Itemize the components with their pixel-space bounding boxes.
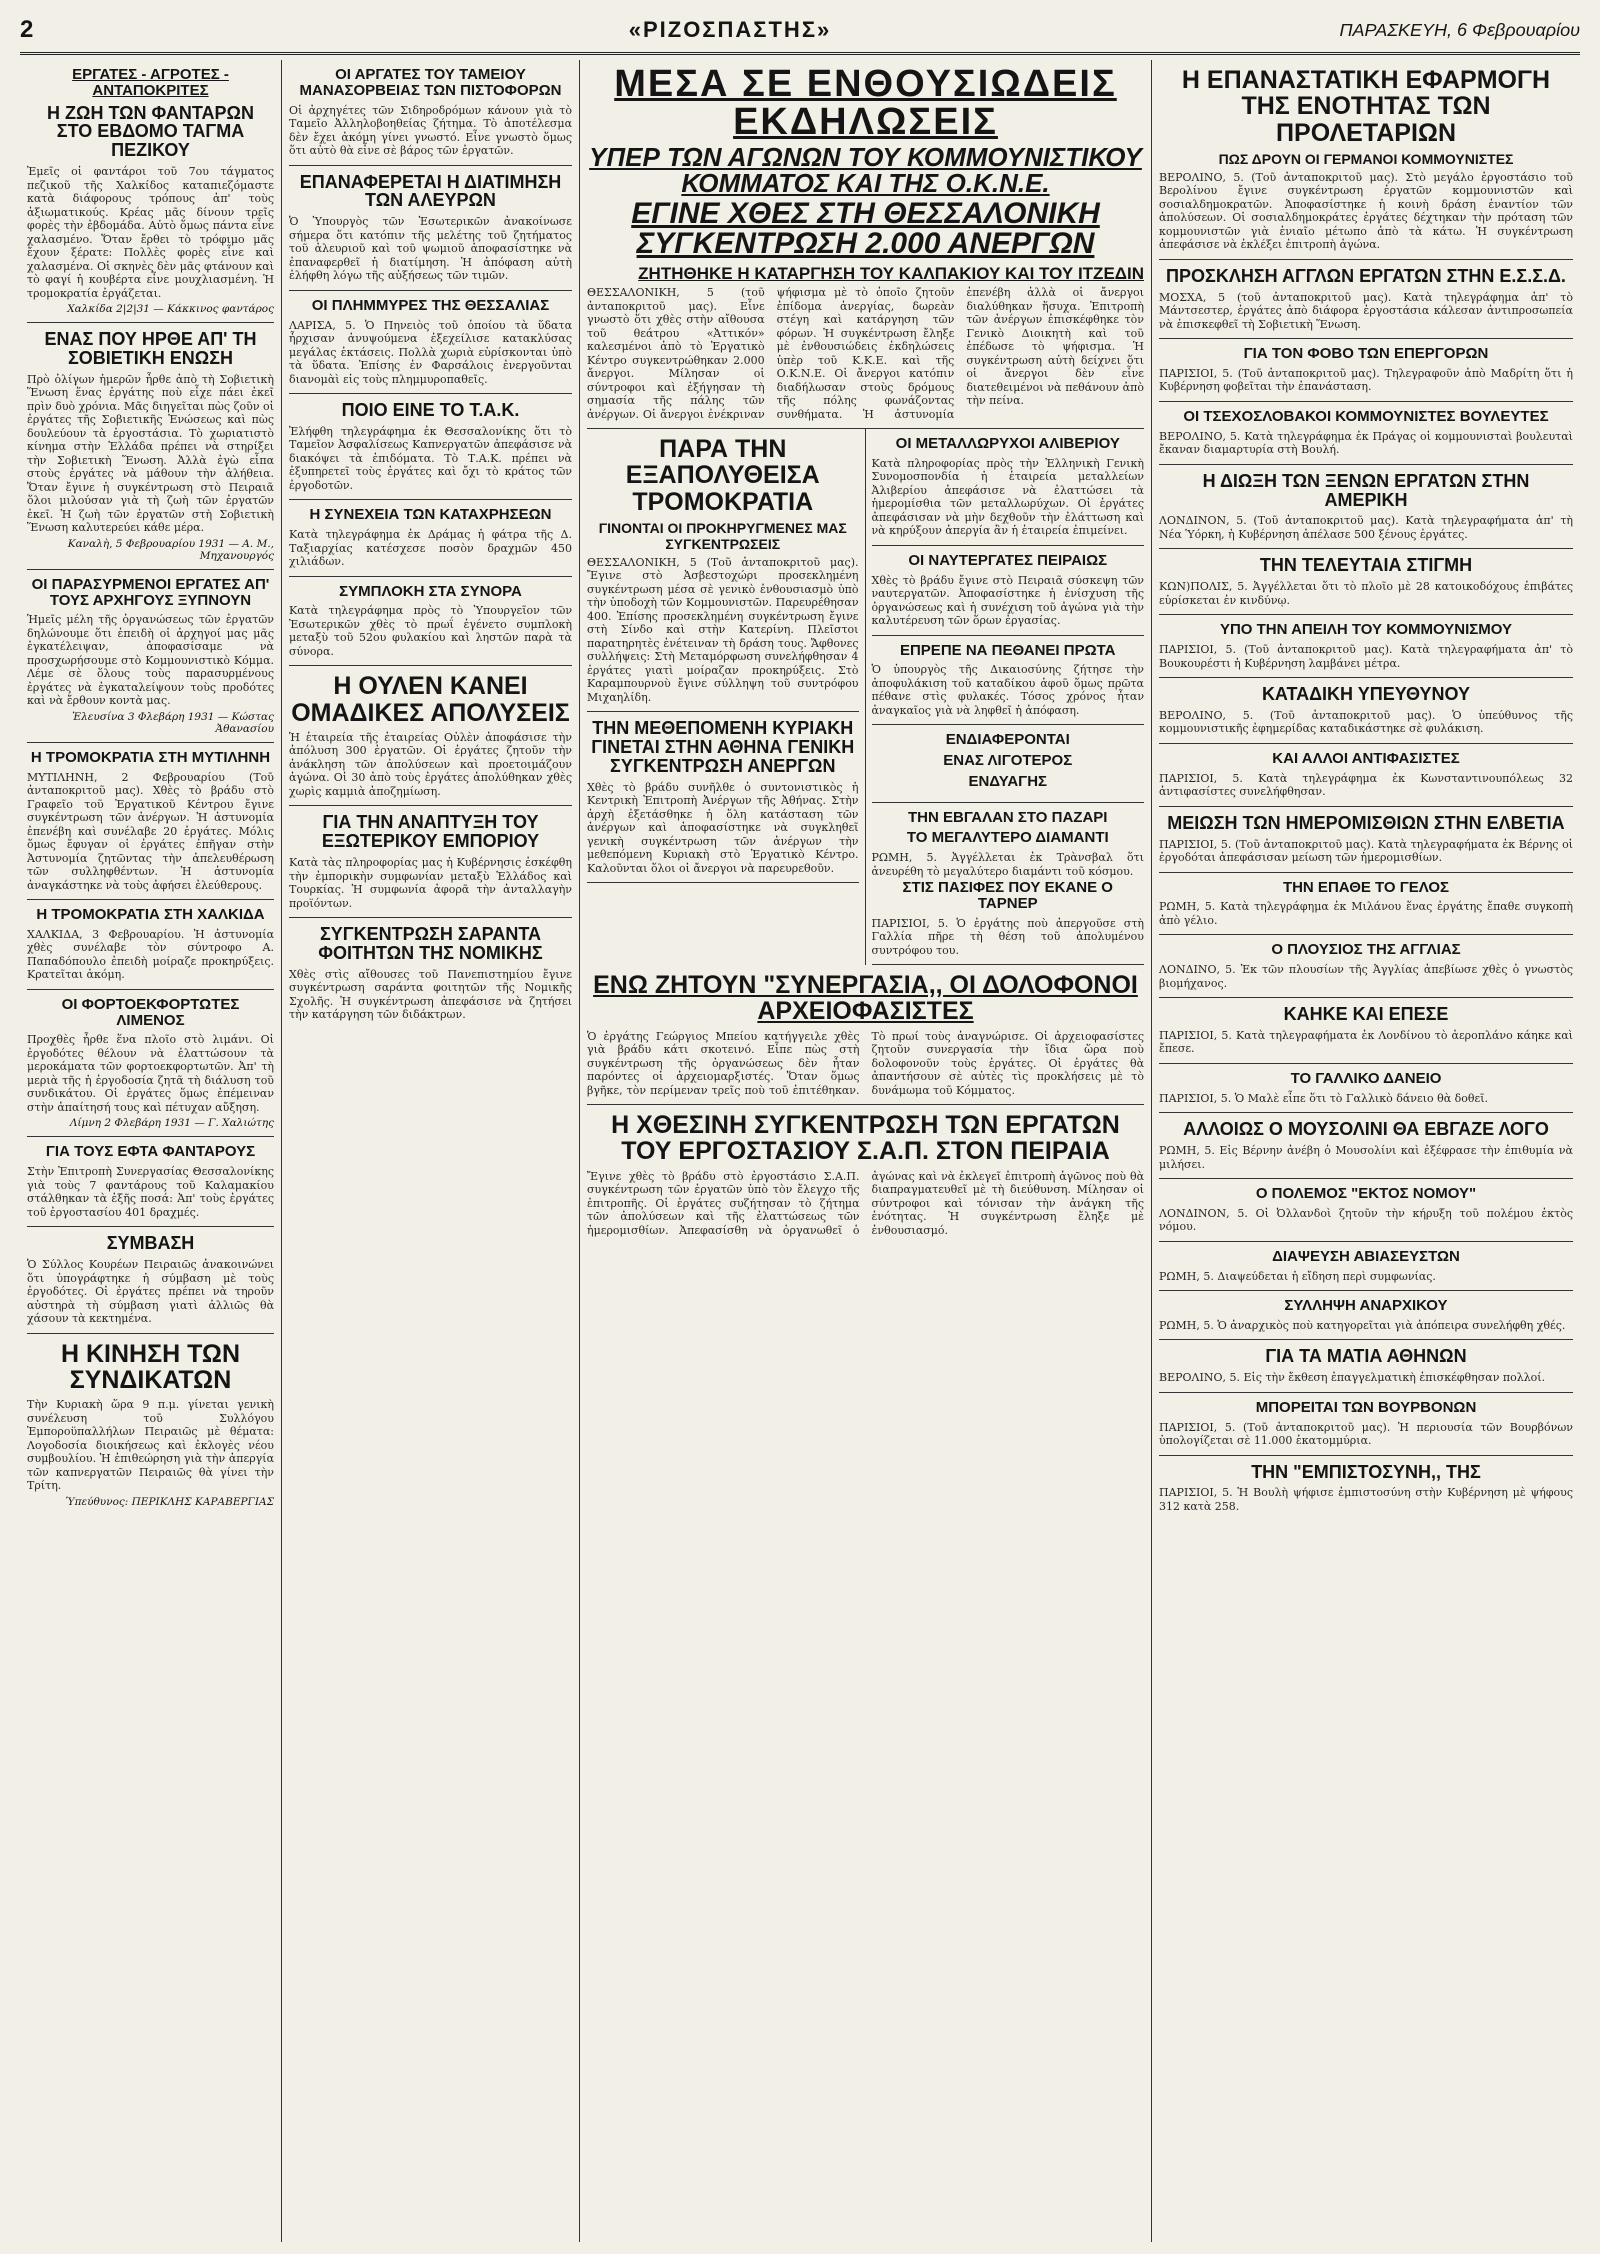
article-body: Στὴν Ἐπιτροπὴ Συνεργασίας Θεσσαλονίκης γιὰ τοὺς 7 φαντάρους τοῦ Καλαμακίου στάλθηκαν τὰ ἑξῆς ποσά: Ἀπ' τοὺς ἐργάτες τοῦ ἐργοστασίου 401 δραχμές.: [27, 1165, 274, 1219]
article-body: Κατὰ τηλεγράφημα πρὸς τὸ Ὑπουργεῖον τῶν Ἐσωτερικῶν χθὲς τὸ πρωΐ ἐγένετο συμπλοκὴ μεταξὺ τοῦ 52ου φυλακίου καὶ ληστῶν παρὰ τὰ σύνορα.: [289, 604, 572, 658]
article-headline: ΥΠΟ ΤΗΝ ΑΠΕΙΛΗ ΤΟΥ ΚΟΜΜΟΥΝΙΣΜΟΥ: [1219, 621, 1513, 639]
article-headline: ΤΟ ΜΕΓΑΛΥΤΕΡΟ ΔΙΑΜΑΝΤΙ: [906, 829, 1109, 847]
article-headline: ΣΤΙΣ ΠΑΣΙΦΕΣ ΠΟΥ ΕΚΑΝΕ Ο ΤΑΡΝΕΡ: [902, 879, 1113, 912]
article-body: Τὴν Κυριακὴ ὥρα 9 π.μ. γίνεται γενικὴ συνέλευση τοῦ Συλλόγου Ἐμποροϋπαλλήλων Πειραιῶς μὲ θέματα: Λογοδοσία διοικήσεως καὶ ἐκλογὲς νέου συμβουλίου. Ἡ ἐπιθεώρηση γιὰ τὴν ἀπεργία τῶν καπνεργατῶν Πειραιῶς θὰ γίνει τὴν Τρίτη.: [27, 1398, 274, 1493]
article: [587, 1105, 1144, 1244]
banner-line: ΥΠΕΡ ΤΩΝ ΑΓΩΝΩΝ ΤΟΥ ΚΟΜΜΟΥΝΙΣΤΙΚΟΥ ΚΟΜΜΑΤΟΣ ΚΑΙ ΤΗΣ Ο.Κ.Ν.Ε.: [589, 142, 1142, 198]
article: [27, 323, 274, 570]
center-subgrid: [587, 429, 1144, 965]
article-body: ΚΩΝ)ΠΟΛΙΣ, 5. Ἀγγέλλεται ὅτι τὸ πλοῖο μὲ 28 κατοικοδόχους ἐπιβάτες εὑρίσκεται ἐν κινδύνῳ.: [1159, 580, 1573, 607]
article-subhead: ΓΙΝΟΝΤΑΙ ΟΙ ΠΡΟΚΗΡΥΓΜΕΝΕΣ ΜΑΣ ΣΥΓΚΕΝΤΡΩΣΕΙΣ: [598, 519, 847, 552]
article-body: ΒΕΡΟΛΙΝΟ, 5. (Τοῦ ἀνταποκριτοῦ μας). Ὁ ὑπεύθυνος τῆς κομμουνιστικῆς ἐφημερίδας καταδικάστηκε σὲ φυλάκιση.: [1159, 708, 1573, 736]
article: [1159, 1113, 1573, 1179]
article-headline: Ο ΠΛΟΥΣΙΟΣ ΤΗΣ ΑΓΓΛΙΑΣ: [1271, 941, 1461, 959]
article-headline: ΟΙ ΦΟΡΤΟΕΚΦΟΡΤΩΤΕΣ ΛΙΜΕΝΟΣ: [61, 995, 240, 1029]
article-headline: ΚΑΗΚΕ ΚΑΙ ΕΠΕΣΕ: [1283, 1004, 1449, 1025]
article-body: ΛΟΝΔΙΝΟΝ, 5. (Τοῦ ἀνταποκριτοῦ μας). Κατὰ τηλεγραφήματα ἀπ' τὴ Νέα Ὑόρκη, ἡ Κυβέρνηση ἀπέλασε 500 ξένους ἐργάτες.: [1159, 514, 1573, 541]
article: [1159, 1340, 1573, 1392]
article-headline: Η ΤΡΟΜΟΚΡΑΤΙΑ ΣΤΗ ΜΥΤΙΛΗΝΗ: [30, 748, 271, 766]
article: [1159, 1179, 1573, 1242]
article-headline: ΜΠΟΡΕΙΤΑΙ ΤΩΝ ΒΟΥΡΒΟΝΩΝ: [1255, 1398, 1477, 1416]
article-body: ΒΕΡΟΛΙΝΟ, 5. Εἰς τὴν ἔκθεση ἐπαγγελματικὴ ἐπισκέφθησαν πολλοί.: [1159, 1371, 1546, 1385]
article: [1159, 1393, 1573, 1456]
article: [27, 743, 274, 900]
article-headline: Ο ΠΟΛΕΜΟΣ "ΕΚΤΟΣ ΝΟΜΟΥ": [1255, 1185, 1477, 1203]
article-body: ΒΕΡΟΛΙΝΟ, 5. (Τοῦ ἀνταποκριτοῦ μας). Στὸ μεγάλο ἐργοστάσιο τοῦ Βερολίνου ἔγινε συγκέντρωση ἐργατῶν κομμουνιστῶν καὶ σοσιαλδημοκρατῶν. Ἀποφασίστηκε ἡ κοινὴ δράση ἐναντίον τῶν ἀπολύσεων. Οἱ σοσιαλδημοκράτες ἐργάτες δέχτηκαν τὴν πρόταση τῶν κομμουνιστῶν γιὰ ἑνιαῖο μέτωπο ἀπὸ τὰ κάτω. Ἡ συγκέντρωση ἀπεφάσισε νὰ ἐκλέξει ἐπιτροπὴ ἀγώνα.: [1159, 170, 1573, 252]
article-body: ΠΑΡΙΣΙΟΙ, 5. Ἡ Βουλὴ ψήφισε ἐμπιστοσύνη στὴν Κυβέρνηση μὲ ψήφους 312 κατὰ 258.: [1159, 1486, 1573, 1513]
article-body: Ἡ ἑταιρεία τῆς ἐταιρείας Οὐλὲν ἀποφάσισε τὴν ἀπόλυση 300 ἐργατῶν. Οἱ ἐργάτες ζητοῦν τὴν ἀνάκληση τῶν ἀπολύσεων καὶ προετοιμάζουν ἀγώνα. Οἱ 30 ἀπὸ τοὺς ἐργάτες ἀπολύθηκαν χθὲς χωρὶς καμμιὰ ἀποζημίωση.: [289, 730, 572, 798]
article-body: ΜΥΤΙΛΗΝΗ, 2 Φεβρουαρίου (Τοῦ ἀνταποκριτοῦ μας). Χθὲς τὸ βράδυ στὸ Γραφεῖο τοῦ Ἐργατικοῦ Κέντρου ἔγινε συγκέντρωση τῶν ἀνέργων. Ἡ ἀστυνομία ἐπενέβη καὶ συνέλαβε 20 ἐργάτες. Μόλις ὅμως ἔφυγαν οἱ ἐργάτες ἐπῆγαν στὴν Ἀστυνομία ζητῶντας τὴν ἀπελευθέρωση τῶν συλληφθέντων. Ἡ ἀστυνομία ἀναγκάστηκε νὰ τοὺς ἀφήσει ἐλεύθερους.: [27, 770, 274, 892]
article-headline: ΓΙΑ ΤΟΝ ΦΟΒΟ ΤΩΝ ΕΠΕΡΓΟΡΩΝ: [1243, 345, 1489, 363]
article-body: ΠΑΡΙΣΙΟΙ, 5. Κατὰ τηλεγράφημα ἐκ Κωνσταντινουπόλεως 32 ἀντιφασίστες συνελήφθησαν.: [1159, 771, 1573, 799]
article-body: Ἔγινε χθὲς τὸ βράδυ στὸ ἐργοστάσιο Σ.Α.Π. συγκέντρωση τῶν ἐργατῶν ὑπὸ τὸν ἔλεγχο τῆς ἐπιτροπῆς. Οἱ ἐργάτες συζήτησαν τὸ ζήτημα τῶν ἀπολύσεων καὶ τῆς ἐλαττώσεως τῶν ἡμερομισθίων. Ἀπεφασίσθη νὰ ὀργανωθεῖ ὁ ἀγώνας καὶ νὰ ἐκλεγεῖ ἐπιτροπὴ ἀγῶνος ποὺ θὰ διαπραγματευθεῖ μὲ τὴ διεύθυνση. Μίλησαν οἱ σύντροφοι καὶ τόνισαν τὴν ἀνάγκη τῆς ἑνότητας. Ἡ συγκέντρωση ἔληξε μὲ ἐνθουσιασμό.: [587, 1169, 1144, 1237]
article-body: ΡΩΜΗ, 5. Ἀγγέλλεται ἐκ Τρὰνσβαλ ὅτι ἀνευρέθη τὸ μεγαλύτερο διαμάντι τοῦ κόσμου.: [871, 851, 1144, 878]
article-headline: ΚΑΤΑΔΙΚΗ ΥΠΕΥΘΥΝΟΥ: [1261, 684, 1471, 705]
issue-date: ΠΑΡΑΣΚΕΥΗ, 6 Φεβρουαρίου: [1339, 19, 1580, 40]
article-body: ΠΑΡΙΣΙΟΙ, 5. (Τοῦ ἀνταποκριτοῦ μας). Ἡ περιουσία τῶν Βουρβόνων ὑπολογίζεται σὲ 11.000 ἑκατομμύρια.: [1159, 1420, 1573, 1448]
article-headline: ΟΙ ΠΛΗΜΜΥΡΕΣ ΤΗΣ ΘΕΣΣΑΛΙΑΣ: [311, 296, 550, 314]
article: [1159, 60, 1573, 260]
page-number: 2: [20, 16, 34, 43]
column-4: [1152, 60, 1580, 2242]
article: [289, 394, 572, 500]
article-headline: ΚΑΙ ΑΛΛΟΙ ΑΝΤΙΦΑΣΙΣΤΕΣ: [1272, 749, 1460, 767]
article-body: Κατὰ πληροφορίας πρὸς τὴν Ἑλληνικὴ Γενικὴ Συνομοσπονδία ἡ ἑταιρεία μεταλλείων Ἀλιβερίου ἀπεφάσισε νὰ ἐλαττώσει τὰ ἡμερομίσθια τῶν μεταλλωρύχων. Οἱ ἐργάτες ἀπεφάσισαν νὰ μὴν δεχθοῦν τὴν ἐλάττωση καὶ νὰ κηρύξουν ἀπεργία ἂν ἡ ἑταιρεία ἐπιμείνει.: [871, 456, 1144, 538]
article-body: Ἐλήφθη τηλεγράφημα ἐκ Θεσσαλονίκης ὅτι τὸ Ταμεῖον Ἀσφαλίσεως Καπνεργατῶν ἀπεφάσισε νὰ διακόψει τὰ ἐπιδόματα. Τὸ Τ.Α.Κ. πρέπει νὰ ἐξυπηρετεῖ τοὺς ἐργάτες καὶ ὄχι τὸ κράτος τῶν ἐργοδοτῶν.: [289, 424, 572, 492]
article: [27, 1334, 274, 1515]
article: [1159, 260, 1573, 339]
article-body: ΠΑΡΙΣΙΟΙ, 5. (Τοῦ ἀνταποκριτοῦ μας). Τηλεγραφοῦν ἀπὸ Μαδρίτη ὅτι ἡ Κυβέρνηση φοβεῖται τὴν ἐπανάσταση.: [1159, 366, 1573, 394]
article-body: Πρὸ ὀλίγων ἡμερῶν ἦρθε ἀπὸ τὴ Σοβιετικὴ Ἕνωση ἕνας ἐργάτης ποὺ εἶχε πάει ἐκεῖ πρὶν δυὸ χρόνια. Μᾶς διηγεῖται πὼς ζοῦν οἱ ἐργάτες τῆς Σοβιετικῆς Ἑνώσεως καὶ πὼς δουλεύουν τὰ ἐργοστάσια. Τὸ χωριατιστὸ κίνημα στὴν Ἑλλάδα πρέπει νὰ στηρίξει τὴν Σοβιετικὴ Ἕνωση. Ἀλλὰ ἐγὼ εἶπα στοὺς ἐργάτες νὰ μάθουν τὴν ἀλήθεια. Ὅταν ἔγινε ἡ συγκέντρωση στὸ Πειραιᾶ ὅλοι μιλούσαν γιὰ τὴ ζωὴ τῶν ἐργατῶν ἐκεῖ. Ἡ ζωὴ τῶν ἐργατῶν στὴ Σοβιετικὴ Ἕνωση καλυτερεύει κάθε μέρα.: [27, 372, 274, 535]
article: [289, 166, 572, 291]
article-headline: ΕΝΑΣ ΠΟΥ ΗΡΘΕ ΑΠ' ΤΗ ΣΟΒΙΕΤΙΚΗ ΕΝΩΣΗ: [44, 329, 257, 369]
article-headline: ΑΛΛΟΙΩΣ Ο ΜΟΥΣΟΛΙΝΙ ΘΑ ΕΒΓΑΖΕ ΛΟΓΟ: [1183, 1119, 1549, 1140]
article-headline: ΠΑΡΑ ΤΗΝ ΕΞΑΠΟΛΥΘΕΙΣΑ ΤΡΟΜΟΚΡΑΤΙΑ: [625, 435, 820, 516]
article-headline: ΓΙΑ ΤΑ ΜΑΤΙΑ ΑΘΗΝΩΝ: [1265, 1346, 1467, 1367]
article-body: ΡΩΜΗ, 5. Διαψεύδεται ἡ εἴδηση περὶ συμφωνίας.: [1159, 1269, 1436, 1283]
article: [27, 60, 274, 323]
article-body: ΛΟΝΔΙΝΟΝ, 5. Οἱ Ὀλλανδοὶ ζητοῦν τὴν κήρυξη τοῦ πολέμου ἐκτὸς νόμου.: [1159, 1206, 1573, 1234]
article: [1159, 998, 1573, 1064]
article-headline: ΣΥΜΠΛΟΚΗ ΣΤΑ ΣΥΝΟΡΑ: [339, 582, 522, 600]
article-headline: ΣΥΓΚΕΝΤΡΩΣΗ ΣΑΡΑΝΤΑ ΦΟΙΤΗΤΩΝ ΤΗΣ ΝΟΜΙΚΗΣ: [318, 924, 543, 964]
article-body: Ὁ ὑπουργὸς τῆς Δικαιοσύνης ζήτησε τὴν ἀποφυλάκιση τοῦ καταδίκου ἀφοῦ ὅμως πρῶτα πέθανε στὶς φυλακές. Τόσος χρόνος ἦταν ἀναγκαῖος γιὰ νὰ ληφθεῖ ἡ ἀπόφαση.: [871, 663, 1144, 717]
lead-article: [587, 60, 1144, 429]
article-headline: Η ΤΡΟΜΟΚΡΑΤΙΑ ΣΤΗ ΧΑΛΚΙΔΑ: [36, 906, 265, 924]
running-head: [20, 8, 1580, 55]
article-body: Ἡμεῖς μέλη τῆς ὀργανώσεως τῶν ἐργατῶν δηλώνουμε ὅτι ἐπειδὴ οἱ ἀρχηγοί μας μᾶς ἐγκατέλειψαν, ἀποφασίσαμε νὰ προσχωρήσουμε στὸ Κομμουνιστικὸ Κόμμα. Λέμε σὲ ὅλους τοὺς παρασυρμένους ἐργάτες νὰ ἐγκαταλείψουν τοὺς προδότες καὶ νὰ ἔρθουν κοντὰ μας.: [27, 613, 274, 708]
article-headline: ΤΗΝ "ΕΜΠΙΣΤΟΣΥΝΗ,, ΤΗΣ: [1251, 1461, 1481, 1482]
article-headline: ΓΙΑ ΤΗΝ ΑΝΑΠΤΥΞΗ ΤΟΥ ΕΞΩΤΕΡΙΚΟΥ ΕΜΠΟΡΙΟΥ: [321, 812, 540, 852]
article-headline: ΕΝΑΣ ΛΙΓΟΤΕΡΟΣ: [943, 752, 1073, 769]
article-headline: Η ΕΠΑΝΑΣΤΑΤΙΚΗ ΕΦΑΡΜΟΓΗ ΤΗΣ ΕΝΟΤΗΤΑΣ ΤΩΝ ΠΡΟΛΕΤΑΡΙΩΝ: [1181, 66, 1551, 147]
article: [1159, 549, 1573, 615]
article: [587, 712, 859, 883]
column-2: [282, 60, 580, 2242]
article-headline: Η ΟΥΛΕΝ ΚΑΝΕΙ ΟΜΑΔΙΚΕΣ ΑΠΟΛΥΣΕΙΣ: [291, 672, 570, 727]
article: [289, 918, 572, 1029]
article-body: Προχθὲς ἦρθε ἕνα πλοῖο στὸ λιμάνι. Οἱ ἐργοδότες θέλουν νὰ ἐλαττώσουν τὰ μεροκάματα τῶν φορτοεκφορτωτῶν. Ἀπ' τὴ μεριὰ τῆς ἡ ἐργοδοσία ζητᾶ τὴ διάλυση τοῦ συνδικάτου. Οἱ ἐργάτες ὅμως ἐπέμειναν στὴν ἀπαίτησή τους καὶ πέτυχαν αὔξηση.: [27, 1033, 274, 1114]
article: [1159, 935, 1573, 998]
article-signature: Λίμνη 2 Φλεβάρη 1931 — Γ. Χαλιώτης: [69, 1117, 274, 1130]
article-headline: Η ΔΙΩΞΗ ΤΩΝ ΞΕΝΩΝ ΕΡΓΑΤΩΝ ΣΤΗΝ ΑΜΕΡΙΚΗ: [1202, 470, 1530, 510]
article-headline: ΔΙΑΨΕΥΣΗ ΑΒΙΑΣΕΥΣΤΩΝ: [1272, 1247, 1460, 1265]
article-headline: Η ΖΩΗ ΤΩΝ ΦΑΝΤΑΡΩΝ ΣΤΟ ΕΒΔΟΜΟ ΤΑΓΜΑ ΠΕΖΙΚΟΥ: [47, 102, 254, 161]
article-body: ΧΑΛΚΙΔΑ, 3 Φεβρουαρίου. Ἡ ἀστυνομία χθὲς συνέλαβε τὸν σύντροφο Α. Παπαδόπουλο ἐπειδὴ μοίραζε προκηρύξεις. Κρατεῖται ἀκόμη.: [27, 927, 274, 982]
section-kicker: ΕΡΓΑΤΕΣ - ΑΓΡΟΤΕΣ - ΑΝΤΑΠΟΚΡΙΤΕΣ: [72, 66, 229, 99]
article: [1159, 402, 1573, 465]
article: [1159, 1064, 1573, 1113]
article-headline: ΣΥΛΛΗΨΗ ΑΝΑΡΧΙΚΟΥ: [1284, 1297, 1448, 1315]
article-body: Ὁ Σύλλος Κουρέων Πειραιῶς ἀνακοινώνει ὅτι ὑπογράφτηκε ἡ σύμβαση μὲ τοὺς ἐργοδότες. Οἱ ἐργάτες πρέπει νὰ τηροῦν αὐστηρὰ τὴ σύμβαση γιατὶ ἀλλιῶς θὰ χάσουν τὰ κεκτημένα.: [27, 1258, 274, 1326]
article-body: Χθὲς τὸ βράδυ ἔγινε στὸ Πειραιᾶ σύσκεψη τῶν ναυτεργατῶν. Ἀποφασίστηκε ἡ ἐνίσχυση τῆς ὀργανώσεως καὶ ἡ συνέχιση τοῦ ἀγώνα γιὰ τὴν καλυτέρευση τῶν ὅρων ἐργασίας.: [871, 573, 1144, 627]
article: [289, 291, 572, 394]
article: [1159, 744, 1573, 807]
article: [27, 1227, 274, 1333]
center-subcol-right: [866, 429, 1145, 965]
article-body: Χθὲς τὸ βράδυ συνῆλθε ὁ συντονιστικὸς ἡ Κεντρικὴ Ἐπιτροπὴ Ἀνέργων τῆς Ἀθήνας. Στὴν ἀρχὴ ἐξετάσθηκε ἡ ὅλη κατάσταση τῶν ἀνέργων καὶ ἀποφασίστηκε νὰ συγκληθεῖ γενικὴ συγκέντρωση τῶν ἀνέργων τὴν μεθεπόμενη Κυριακὴ στὸ Ἐργατικὸ Κέντρο. Καλοῦνται ὅλοι οἱ ἄνεργοι νὰ παρευρεθοῦν.: [587, 780, 859, 875]
article: [587, 965, 1144, 1105]
article: [289, 500, 572, 576]
article-body: Ἐμεῖς οἱ φαντάροι τοῦ 7ου τάγματος πεζικοῦ τῆς Χαλκίδος καταπιεζόμαστε κατὰ διάφορους τρόπους ἀπ' τοὺς ἀξιωματικούς. Κρέας μᾶς δίνουν τρεῖς φορὲς τὴν ἑβδομάδα. Αὐτὸ ὅμως πάντα εἶνε χαλασμένο. Ὅταν ἔρθει τὸ τρόφιμο μᾶς ἔχουν ξέρατε: Πολλὲς φορὲς εἶνε καὶ χαλασμένα. Οἱ σκηνὲς δὲν μᾶς φτάνουν καὶ τὸ φαγί ἡ κουβέρτα εἶνε μουχλιασμένη. Ἡ τρομοκρατία ἐργάζεται.: [27, 165, 274, 300]
article: [872, 546, 1145, 636]
article-body: ΠΑΡΙΣΙΟΙ, 5. (Τοῦ ἀνταποκριτοῦ μας). Κατὰ τηλεγραφήματα ἀπ' τὸ Βουκουρέστι ἡ Κυβέρνηση λαμβάνει μέτρα.: [1159, 643, 1573, 670]
article-signature: Χαλκίδα 2|2|31 — Κάκκινος φαντάρος: [67, 303, 274, 316]
article-headline: ΕΠΡΕΠΕ ΝΑ ΠΕΘΑΝΕΙ ΠΡΩΤΑ: [899, 641, 1116, 659]
article-body: ΛΑΡΙΣΑ, 5. Ὁ Πηνειὸς τοῦ ὁποίου τὰ ὕδατα ἦρχισαν ἀνυψούμενα ἐξεχείλισε κατακλύσας μεγάλας ἐκτάσεις. Πολλὰ χωριὰ εὑρίσκονται ὑπὸ τὰ ὕδατα. Ἐπίσης ἐν Φαρσάλοις ἐνεργοῦνται διανομὰὶ εἰς τοὺς πλημμυροπαθεῖς.: [289, 318, 572, 386]
article: [872, 725, 1145, 802]
article-headline: ΟΙ ΝΑΥΤΕΡΓΑΤΕΣ ΠΕΙΡΑΙΩΣ: [908, 551, 1108, 569]
banner-subline: ΖΗΤΗΘΗΚΕ Η ΚΑΤΑΡΓΗΣΗ ΤΟΥ ΚΑΛΠΑΚΙΟΥ ΚΑΙ ΤΟΥ ΙΤΖΕΔΙΝ: [638, 264, 1144, 283]
article-body: ΜΟΣΧΑ, 5 (τοῦ ἀνταποκριτοῦ μας). Κατὰ τηλεγράφημα ἀπ' τὸ Μάντσεστερ, ἐργάτες ἀπὸ διάφορα ἐργοστάσια κάλεσαν ἀντιπροσωπεία νὰ ἐπισκεφθεῖ τὴ Σοβιετικὴ Ἕνωση.: [1159, 290, 1573, 331]
article: [1159, 678, 1573, 744]
article-headline: ΠΡΟΣΚΛΗΣΗ ΑΓΓΛΩΝ ΕΡΓΑΤΩΝ ΣΤΗΝ Ε.Σ.Σ.Δ.: [1166, 265, 1566, 286]
article-headline: ΜΕΙΩΣΗ ΤΩΝ ΗΜΕΡΟΜΙΣΘΙΩΝ ΣΤΗΝ ΕΛΒΕΤΙΑ: [1167, 812, 1565, 833]
lead-banner: [587, 65, 1144, 282]
article-headline: ΤΗΝ ΤΕΛΕΥΤΑΙΑ ΣΤΙΓΜΗ: [1259, 555, 1473, 576]
article-body: Χθὲς στὶς αἴθουσες τοῦ Πανεπιστημίου ἔγινε συγκέντρωση σαράντα φοιτητῶν τῆς Νομικῆς Σχολῆς. Ἡ συγκέντρωση ἀπεφάσισε νὰ ζητήσει τὴν κατάργηση τῶν διδάκτρων.: [289, 967, 572, 1022]
article-headline: ΟΙ ΠΑΡΑΣΥΡΜΕΝΟΙ ΕΡΓΑΤΕΣ ΑΠ' ΤΟΥΣ ΑΡΧΗΓΟΥΣ ΞΥΠΝΟΥΝ: [31, 575, 270, 609]
article: [872, 636, 1145, 726]
banner-line: ΜΕΣΑ ΣΕ ΕΝΘΟΥΣΙΩΔΕΙΣ ΕΚΔΗΛΩΣΕΙΣ: [614, 63, 1117, 143]
article-body: ΡΩΜΗ, 5. Εἰς Βέρνην ἀνέβη ὁ Μουσολίνι καὶ ἐξέφρασε τὴν ἐπιθυμία νὰ μιλήσει.: [1159, 1144, 1573, 1171]
article: [27, 900, 274, 990]
column-1: [20, 60, 282, 2242]
lead-body: ΘΕΣΣΑΛΟΝΙΚΗ, 5 (τοῦ ἀνταποκριτοῦ μας). Εἶνε γνωστὸ ὅτι χθὲς στὴν αἴθουσα τοῦ θεάτρου «Ἀττικόν» καλεσμένοι ἀπὸ τὸ Ἐργατικὸ Κέντρο συγκεντρώθηκαν 2.000 ἄνεργοι. Μίλησαν οἱ σύντροφοι καὶ ἐξήγησαν τὴ σημασία τῆς πάλης τῶν ἀνέργων. Οἱ ἄνεργοι ἐνέκριναν ψήφισμα μὲ τὸ ὁποῖο ζητοῦν ἐπίδομα ἀνεργίας, δωρεὰν στέγη καὶ κατάργηση τῶν φόρων. Ἡ συγκέντρωση ἔληξε μὲ ἐνθουσιώδεις ἐκδηλώσεις ὑπὲρ τοῦ Κ.Κ.Ε. καὶ τῆς Ο.Κ.Ν.Ε. Οἱ ἄνεργοι κατόπιν διαδήλωσαν στοὺς δρόμους τῆς πόλης φωνάζοντας συνθήματα. Ἡ ἀστυνομία ἐπενέβη ἀλλὰ οἱ ἄνεργοι διαλύθηκαν ἥσυχα. Ἐπιτροπὴ τῶν ἀνέργων ἐπισκέφθηκε τὸν Γενικὸ Διοικητὴ καὶ τοῦ ἐπέδωσε τὸ ψήφισμα. Ἡ συγκέντρωση αὐτὴ δείχνει ὅτι οἱ ἄνεργοι δὲν εἶνε διατεθειμένοι νὰ πεθάνουν ἀπὸ τὴν πείνα.: [587, 286, 1144, 421]
article-body: ΡΩΜΗ, 5. Κατὰ τηλεγράφημα ἐκ Μιλάνου ἕνας ἐργάτης ἔπαθε συγκοπὴ ἀπὸ γέλιο.: [1159, 900, 1573, 927]
article-headline: ΕΝΩ ΖΗΤΟΥΝ "ΣΥΝΕΡΓΑΣΙΑ,, ΟΙ ΔΟΛΟΦΟΝΟΙ ΑΡΧΕΙΟΦΑΣΙΣΤΕΣ: [593, 971, 1138, 1026]
article-body: ΒΕΡΟΛΙΝΟ, 5. Κατὰ τηλεγράφημα ἐκ Πράγας οἱ κομμουνισταὶ βουλευταὶ ἔκαναν διαμαρτυρία στὴ Βουλή.: [1159, 429, 1573, 457]
article-headline: ΤΟ ΓΑΛΛΙΚΟ ΔΑΝΕΙΟ: [1290, 1069, 1442, 1087]
article: [289, 60, 572, 166]
article-headline: ΕΠΑΝΑΦΕΡΕΤΑΙ Η ΔΙΑΤΙΜΗΣΗ ΤΩΝ ΑΛΕΥΡΩΝ: [299, 171, 562, 211]
article-headline: ΟΙ ΤΣΕΧΟΣΛΟΒΑΚΟΙ ΚΟΜΜΟΥΝΙΣΤΕΣ ΒΟΥΛΕΥΤΕΣ: [1183, 407, 1549, 425]
banner-line: ΕΓΙΝΕ ΧΘΕΣ ΣΤΗ ΘΕΣΣΑΛΟΝΙΚΗ ΣΥΓΚΕΝΤΡΩΣΗ 2.000 ΑΝΕΡΓΩΝ: [631, 197, 1100, 260]
article-headline: ΓΙΑ ΤΟΥΣ ΕΦΤΑ ΦΑΝΤΑΡΟΥΣ: [45, 1143, 256, 1161]
article: [587, 429, 859, 712]
article-headline: ΕΝΔΥΑΓΗΣ: [968, 772, 1048, 790]
article: [27, 1137, 274, 1227]
article-headline: ΤΗΝ ΕΒΓΑΛΑΝ ΣΤΟ ΠΑΖΑΡΙ: [908, 808, 1108, 826]
article: [1159, 339, 1573, 402]
article-body: Ὁ ἐργάτης Γεώργιος Μπείου κατήγγειλε χθὲς γιὰ βράδυ κάτι σκοτεινό. Εἶπε πὼς στὴ συγκέντρωση τῆς ὀργανώσεως δὲν ἦταν παρόντες οἱ ἀρχειομαρξιστές. Ὅταν ὅμως βγῆκε, τὸν περίμεναν τρεῖς ποὺ τοῦ ἐπιτέθηκαν. Τὸ πρωί τοὺς ἀναγνώρισε. Οἱ ἀρχειοφασίστες ζητοῦν συνεργασία τὴν ἴδια ὥρα ποὺ δολοφονοῦν τοὺς ἐργάτες. Οἱ ἐργάτες θὰ ἀπαντήσουν σὲ αὐτὲς τὶς προκλήσεις μὲ τὸ δυνάμωμα τοῦ Κόμματος.: [587, 1029, 1144, 1097]
article: [289, 666, 572, 806]
article: [289, 577, 572, 667]
article: [872, 803, 1145, 966]
article: [27, 570, 274, 743]
article-headline: ΠΟΙΟ ΕΙΝΕ ΤΟ Τ.Α.Κ.: [341, 400, 520, 421]
article-signature: Καναλὴ, 5 Φεβρουαρίου 1931 — Α. Μ., Μηχανουργός: [67, 537, 274, 562]
article: [872, 429, 1145, 546]
article-headline: Η ΣΥΝΕΧΕΙΑ ΤΩΝ ΚΑΤΑΧΡΗΣΕΩΝ: [309, 506, 552, 524]
article: [1159, 1242, 1573, 1291]
article-body: ΠΑΡΙΣΙΟΙ, 5. Κατὰ τηλεγραφήματα ἐκ Λονδίνου τὸ ἀεροπλάνο κάηκε καὶ ἔπεσε.: [1159, 1028, 1573, 1056]
article: [1159, 1456, 1573, 1521]
center-column: [580, 60, 1152, 2242]
article-body: ΠΑΡΙΣΙΟΙ, 5. Ὁ Μαλὲ εἶπε ὅτι τὸ Γαλλικὸ δάνειο θὰ δοθεῖ.: [1159, 1091, 1489, 1105]
article-body: Ὁ Ὑπουργὸς τῶν Ἐσωτερικῶν ἀνακοίνωσε σήμερα ὅτι κατόπιν τῆς μελέτης τοῦ ζητήματος τοῦ ἀλευριοῦ καὶ τοῦ ψωμιοῦ ἀποφασίστηκε νὰ ἐπαναφερθεῖ ἡ διατίμηση. Ἡ ἀπόφαση αὐτὴ ἐλήφθη λόγω τῆς αὐξήσεως τῶν τιμῶν.: [289, 215, 572, 283]
article-headline: Η ΚΙΝΗΣΗ ΤΩΝ ΣΥΝΔΙΚΑΤΩΝ: [60, 1339, 241, 1394]
article-body: ΡΩΜΗ, 5. Ὁ ἀναρχικὸς ποὺ κατηγορεῖται γιὰ ἀπόπειρα συνελήφθη χθές.: [1159, 1318, 1566, 1332]
article-headline: Η ΧΘΕΣΙΝΗ ΣΥΓΚΕΝΤΡΩΣΗ ΤΩΝ ΕΡΓΑΤΩΝ ΤΟΥ ΕΡΓΟΣΤΑΣΙΟΥ Σ.Α.Π. ΣΤΟΝ ΠΕΙΡΑΙΑ: [611, 1111, 1120, 1166]
article-headline: ΣΥΜΒΑΣΗ: [106, 1233, 195, 1254]
article-headline: ΤΗΝ ΜΕΘΕΠΟΜΕΝΗ ΚΥΡΙΑΚΗ ΓΙΝΕΤΑΙ ΣΤΗΝ ΑΘΗΝΑ ΓΕΝΙΚΗ ΣΥΓΚΕΝΤΡΩΣΗ ΑΝΕΡΓΩΝ: [591, 718, 855, 777]
article: [289, 806, 572, 918]
article-body: ΛΟΝΔΙΝΟ, 5. Ἐκ τῶν πλουσίων τῆς Ἀγγλίας ἀπεβίωσε χθὲς ὁ γνωστὸς βιομήχανος.: [1159, 963, 1573, 990]
article: [1159, 807, 1573, 873]
article-body: Κατὰ τὰς πληροφορίας μας ἡ Κυβέρνησις ἐσκέφθη τὴν ἐμπορικὴν συμφωνίαν μεταξὺ Ἑλλάδος καὶ Τουρκίας. Ἡ συμφωνία ἀφορᾶ τὴν ἀνταλλαγὴν προϊόντων.: [289, 856, 572, 910]
article: [27, 990, 274, 1138]
article: [1159, 615, 1573, 678]
article-headline: ΕΝΔΙΑΦΕΡΟΝΤΑΙ: [945, 731, 1070, 749]
article-body: Κατὰ τηλεγράφημα ἐκ Δράμας ἡ φάτρα τῆς Δ. Ταξιαρχίας κατέσχεσε ποσὸν δραχμῶν 450 χιλιάδων.: [289, 528, 572, 569]
article: [1159, 873, 1573, 936]
article-signature: Ἐλευσίνα 3 Φλεβάρη 1931 — Κώστας Ἀθανασίου: [72, 710, 274, 735]
article-signature: Ὑπεύθυνος: ΠΕΡΙΚΛΗΣ ΚΑΡΑΒΕΡΓΙΑΣ: [65, 1495, 274, 1508]
article-body: ΠΑΡΙΣΙΟΙ, 5. Ὁ ἐργάτης ποὺ ἀπεργοῦσε στὴ Γαλλία πῆρε τὴ θέση τοῦ ἀπολυμένου συντρόφου του.: [871, 916, 1144, 957]
article-body: ΠΑΡΙΣΙΟΙ, 5. (Τοῦ ἀνταποκριτοῦ μας). Κατὰ τηλεγραφήματα ἐκ Βέρνης οἱ ἐργοδόται ἀπεφάσισαν μείωση τῶν ἡμερομισθίων.: [1159, 837, 1573, 865]
article: [1159, 465, 1573, 550]
article-body: ΘΕΣΣΑΛΟΝΙΚΗ, 5 (Τοῦ ἀνταποκριτοῦ μας). Ἔγινε στὸ Ἀσβεστοχώρι προσεκλημένη συγκέντρωση μέσα σὲ γενικὸ ἐνθουσιασμὸ ὑπὸ τὴν ὑποδοχὴ τῶν Κομμουνιστῶν. Παρευρέθησαν 400. Ἐπίσης προσεκλημένη συγκέντρωση ἔγινε στὴ Σίνδο καὶ στὴν Κατερίνη. Πλεῖστοι παρατηρητὲς ἐνέτειναν τὴ δράση τους. Ἄφθονες συλλήψεις: Στὴ Μεταμόρφωση συνελήφθησαν 4 ἐργάτες γιατὶ μοίραζαν προκηρύξεις. Στὸ Καραμπουρνοὺ ἔγινε σύλληψη τοῦ συντρόφου Μιχαηλίδη.: [587, 555, 859, 704]
article-headline: ΤΗΝ ΕΠΑΘΕ ΤΟ ΓΕΛΟΣ: [1282, 878, 1450, 896]
article-body: Οἱ ἀρχηγέτες τῶν Σιδηροδρόμων κάνουν γιὰ τὸ Ταμεῖο Ἀλληλοβοηθείας ζήτημα. Τὸ ἀποτέλεσμα δὲν ἔχει ἀκόμη γίνει γνωστό. Εἶνε γνωστὸ ὅμως ὅτι αὐτὸ θὰ εἶνε σὲ βάρος τῶν ἐργατῶν.: [289, 103, 572, 157]
masthead: «ΡΙΖΟΣΠΑΣΤΗΣ»: [628, 17, 832, 42]
article-headline: ΟΙ ΑΡΓΑΤΕΣ ΤΟΥ ΤΑΜΕΙΟΥ ΜΑΝΑΣΟΡΒΕΙΑΣ ΤΩΝ ΠΙΣΤΟΦΟΡΩΝ: [299, 66, 562, 99]
article-subhead: ΠΩΣ ΔΡΟΥΝ ΟΙ ΓΕΡΜΑΝΟΙ ΚΟΜΜΟΥΝΙΣΤΕΣ: [1218, 150, 1514, 167]
article-headline: ΟΙ ΜΕΤΑΛΛΩΡΥΧΟΙ ΑΛΙΒΕΡΙΟΥ: [895, 435, 1120, 452]
article: [1159, 1291, 1573, 1340]
center-subcol-left: [587, 429, 866, 965]
